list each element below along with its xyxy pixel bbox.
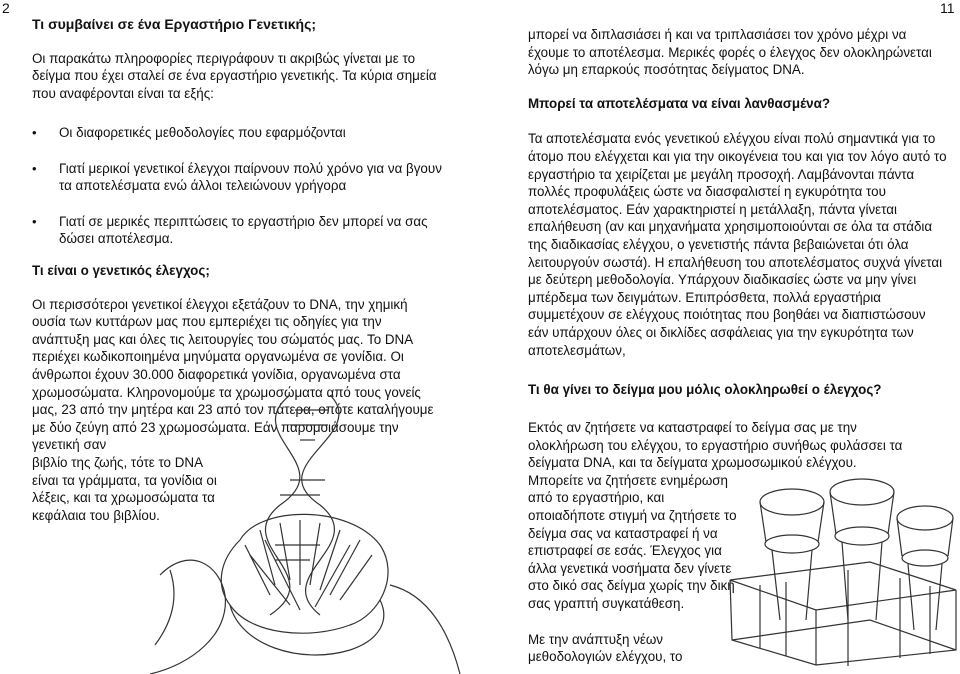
right-para-top: μπορεί να διπλασιάσει ή και να τριπλασιάσει τον χρόνο μέχρι να έχουμε το αποτέλεσμα. Μερικές φορές ο έλεγχος δεν ολοκληρώνεται λόγω μη επαρκούς ποσότητας δείγματος DNA. [528,27,932,78]
right-para-line: Εκτός αν ζητήσετε να καταστραφεί το δείγμα σας με την [528,420,857,435]
right-page-number: 11 [940,0,955,16]
dna-strand-icon [265,395,299,615]
right-para-line: επιστραφεί σε εσάς. Έλεγχος για [528,543,722,559]
dna-chromosome-illustration [150,395,480,674]
right-para-line: δείγμα σας να καταστραφεί ή να [528,525,718,541]
left-para-tail-1: βιβλίο της ζωής, τότε το DNA [32,454,203,470]
bullet-item [32,124,442,142]
left-title: Τι συμβαίνει σε ένα Εργαστήριο Γενετικής; [32,16,317,32]
right-para-results: Τα αποτελέσματα ενός γενετικού ελέγχου είναι πολύ σημαντικά για το άτομο που ελέγχεται και για την οικογένεια του και για τον λόγο αυτό το εργαστήριο τα χειρίζεται με μεγάλη προσοχή. Λαμβάνονται πάντα πολλές προφυλάξεις ώστε να διασφαλιστεί η εγκυρότητα του αποτελέσματος. Εάν χαρακτηριστεί η μετάλλαξη, πάντα γίνεται επαλήθευση (αν και μηχανήματα χρησιμοποιούνται σε όλα τα στάδια της διαδικασίας ελέγχου, ο γενετιστής πάντα βεβαιώνεται ότι όλα λειτουργούν σωστά). Η επαλήθευση του αποτελέσματος συχνά γίνεται με δεύτερη μεθοδολογία. Υπάρχουν διαδικασίες ώστε να μην γίνει μπέρδεμα των δειγμάτων. Επιπρόσθετα, πολλά εργαστήρια συμμετέχουν σε ελέγχους ποιότητας που βοηθάει να διαπιστώσουν εάν υπάρχουν όλες οι δικλίδες ασφάλειας για την εγκυρότητα των αποτελεσμάτων, [528,131,947,358]
bullet-icon: • [32,125,37,140]
test-tube-rack-illustration [720,470,958,670]
right-para-line: μεθοδολογιών ελέγχου, το [528,649,683,665]
left-column [32,16,452,102]
bullet-text: Γιατί σε μερικές περιπτώσεις το εργαστήριο δεν μπορεί να σας δώσει αποτέλεσμα. [59,213,428,247]
left-para-tail-3: λέξεις, και τα χρωμοσώματα τα [32,490,215,506]
right-para-line: άλλα γενετικά νοσήματα δεν γίνετε [528,560,732,576]
tube-cap-icon [830,479,894,505]
rack-top-icon [730,562,956,610]
left-intro: Οι παρακάτω πληροφορίες περιγράφουν τι ακριβώς γίνεται με το δείγμα που έχει σταλεί σε ένα εργαστήριο γενετικής. Τα κύρια σημεία που αναφέρονται είναι τα εξής: [32,50,437,101]
left-para-dna: Οι περισσότεροι γενετικοί έλεγχοι εξετάζουν το DNA, την χημική ουσία των κυττάρων μας που εμπεριέχει τις οδηγίες για την ανάπτυξη μας και όλες τις λειτουργίες του σώματός μας. Το DNA περιέχει κωδικοποιημένα μηνύματα οργανωμένα σε γονίδια. Οι άνθρωποι έχουν 30.000 διαφορετικά γονίδια, οργανωμένα στα χρωμοσώματα. Κληρονομούμε τα χρωμοσώματα από τους γονείς μας, 23 από την μητέρα και 23 από τον πάτερα, οπότε καταλήγουμε με δύο ζεύγη από 23 χρωμοσώματα. Εάν παρομοιάσουμε την γενετική σαν [32,296,434,453]
right-para-line: ολοκλήρωση του ελέγχου, το εργαστήριο συνήθως φυλάσσει τα [528,437,903,453]
right-para-line: σας γραπτή συγκατάθεση. [528,595,685,611]
left-para-tail-2: είναι τα γράμματα, τα γονίδια οι [32,472,217,488]
right-para-line: Με την ανάπτυξη νέων [528,631,664,647]
bullet-icon: • [32,213,37,229]
right-para-line: δείγματα DNA, και τα δείγματα χρωμοσωμικού ελέγχου. [528,455,857,471]
bullet-text: Οι διαφορετικές μεθοδολογίες που εφαρμόζονται [59,125,346,140]
bullet-list [32,124,442,248]
bullet-icon: • [32,160,37,176]
tube-cap-icon [760,489,824,515]
right-para-line: οποιαδήποτε στιγμή να ζητήσετε το [528,507,737,523]
bullet-text: Γιατί μερικοί γενετικοί έλεγχοι παίρνουν πολύ χρόνο για να βγουν τα αποτελέσματα ενώ άλλοι τελειώνουν γρήγορα [59,160,442,194]
right-para-line: στο δικό σας δείγμα χωρίς την δική [528,578,735,594]
left-page-number: 2 [2,0,10,16]
right-para-line: Μπορείτε να ζητήσετε ενημέρωση [528,472,728,488]
right-column-top [528,26,948,399]
left-heading-genetic-test: Τι είναι ο γενετικός έλεγχος; [32,263,210,278]
right-heading-sample-after: Τι θα γίνει το δείγμα μου μόλις ολοκληρωθεί ο έλεγχος? [528,382,882,398]
bullet-item [32,160,442,195]
right-para-line: από το εργαστήριο, και [528,490,665,506]
left-para-tail-4: κεφάλαια του βιβλίου. [32,507,160,523]
tube-cap-icon [897,506,953,530]
right-heading-false-results: Μπορεί τα αποτελέσματα να είναι λανθασμένα? [528,95,831,111]
bullet-item [32,213,442,248]
dna-strand-icon [302,395,339,615]
